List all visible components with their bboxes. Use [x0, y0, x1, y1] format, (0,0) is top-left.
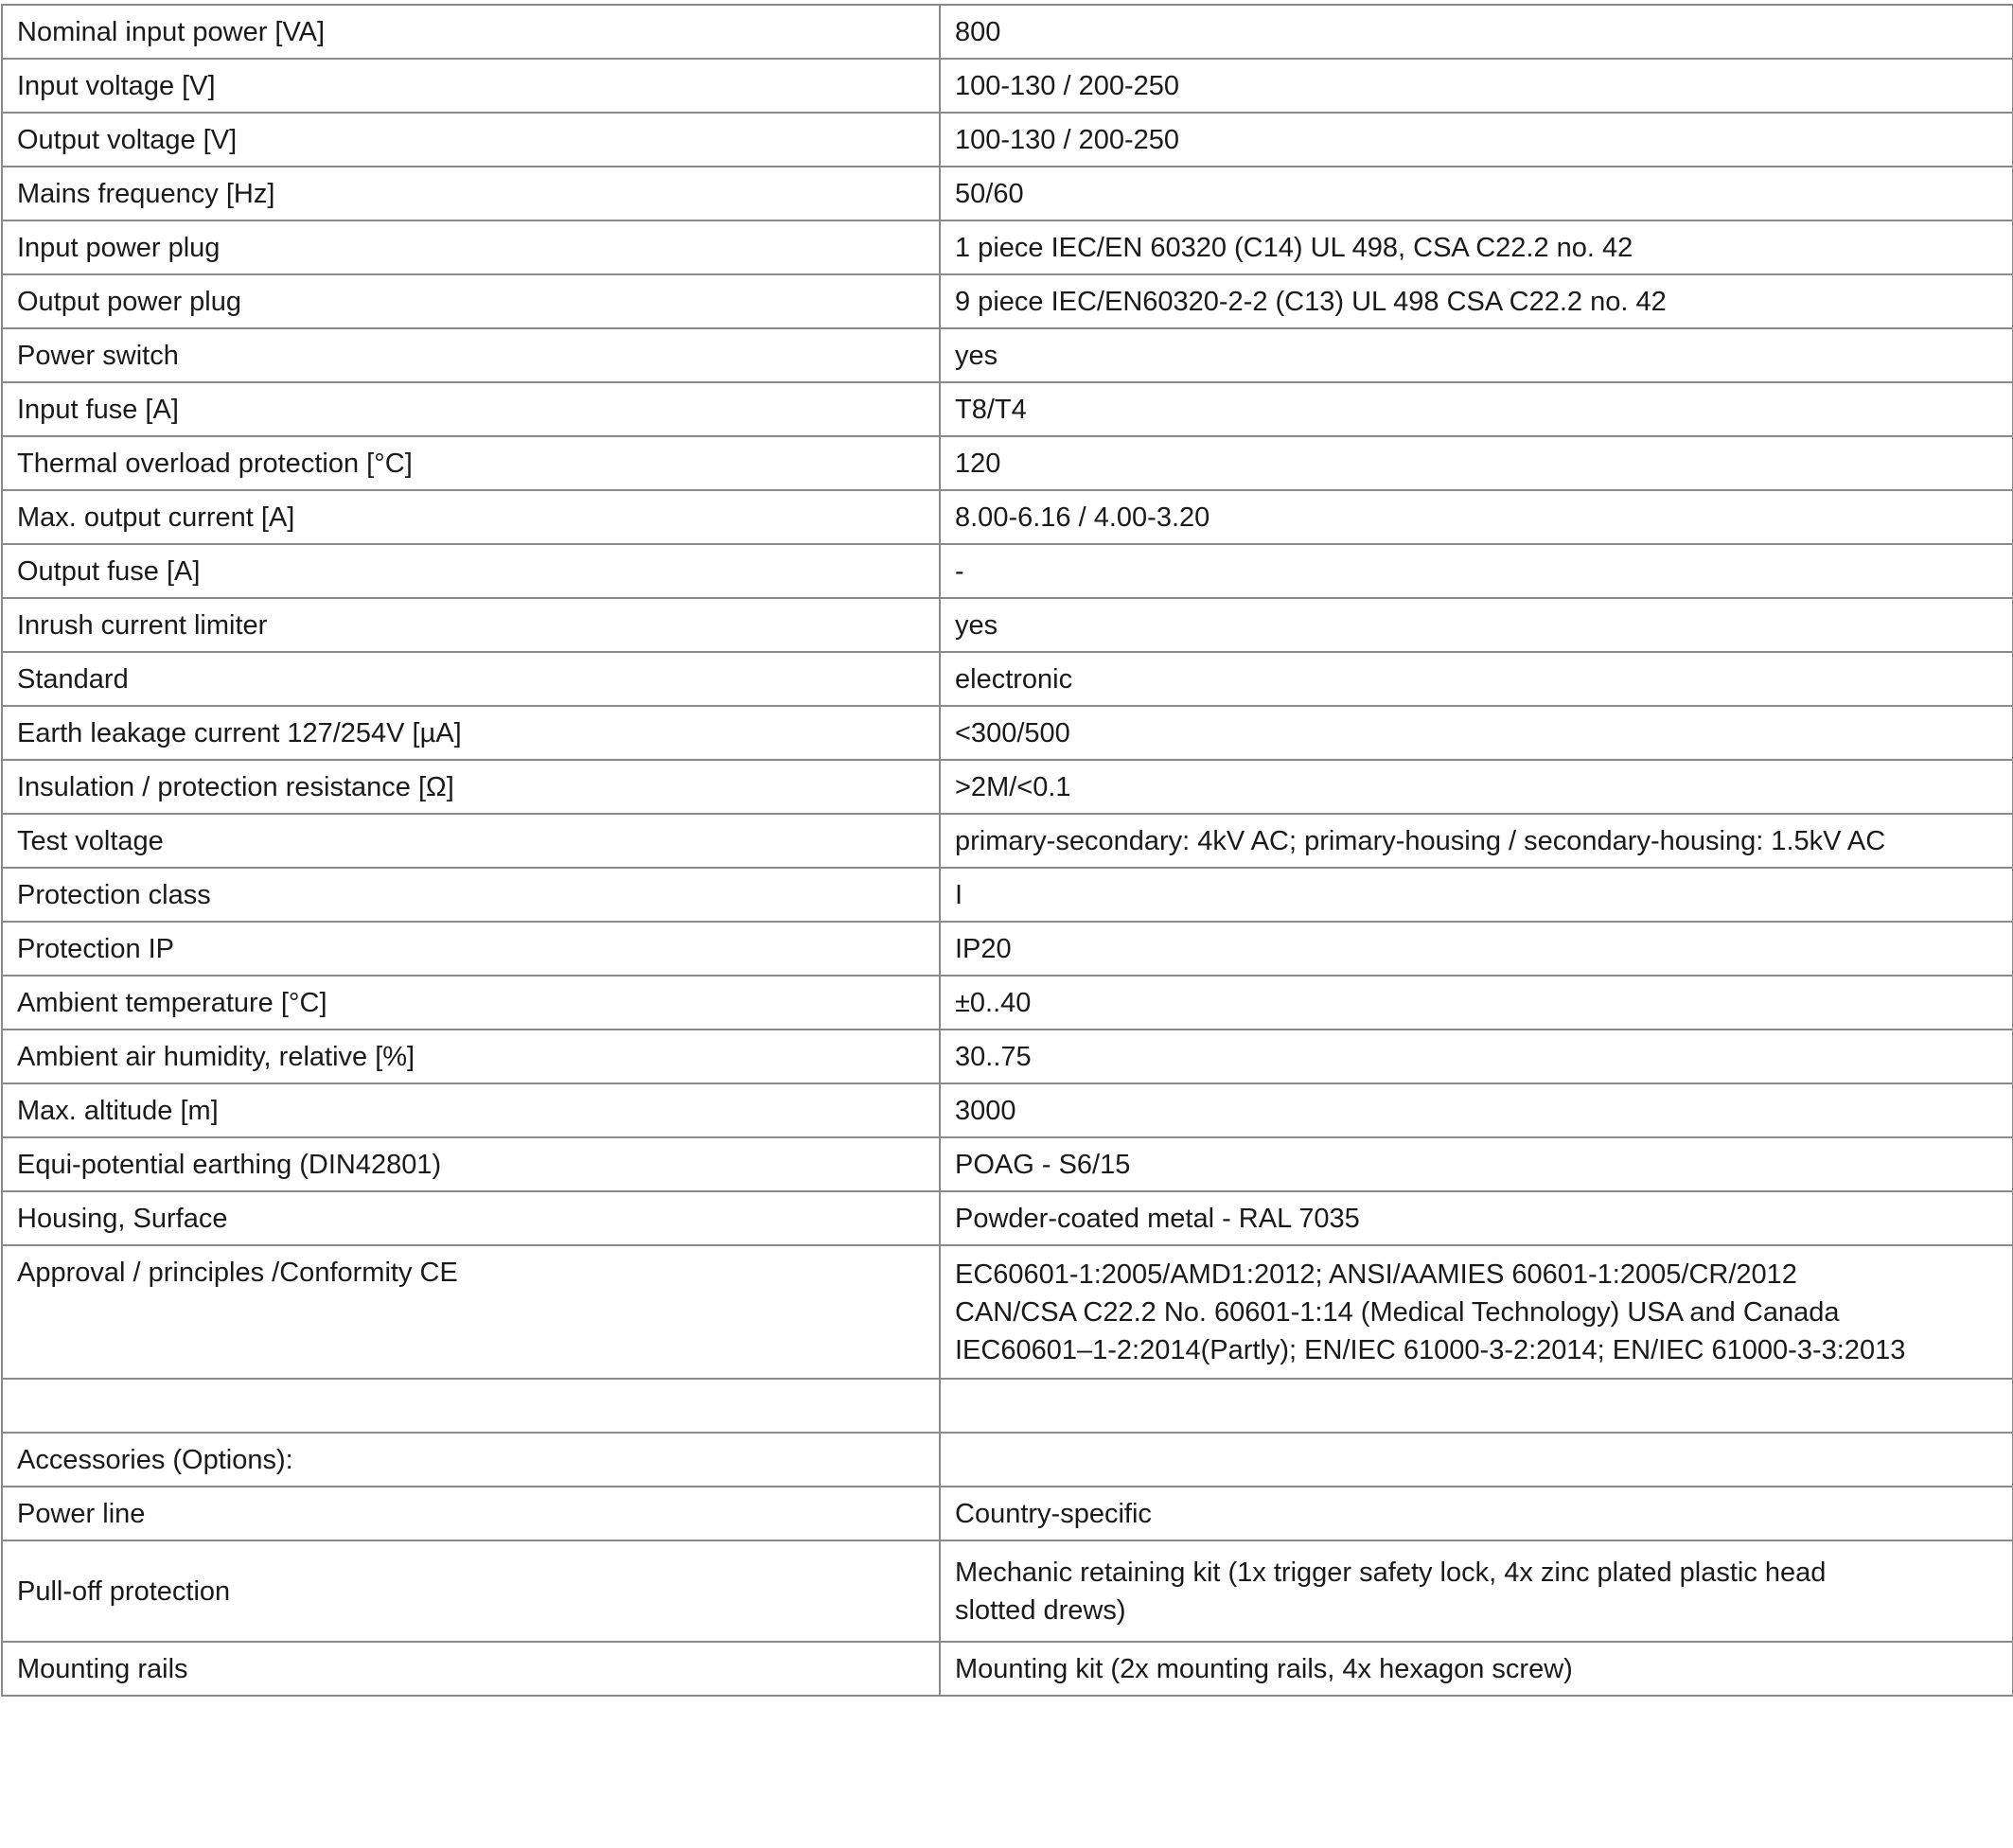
spec-value: electronic — [940, 652, 2013, 706]
specification-table-body — [2, 5, 2013, 1245]
spec-label: Ambient temperature [°C] — [2, 976, 940, 1030]
spec-label: Insulation / protection resistance [Ω] — [2, 760, 940, 814]
mounting-rails-label: Mounting rails — [2, 1642, 940, 1696]
spec-value: I — [940, 868, 2013, 922]
specification-table-tail — [2, 1245, 2013, 1696]
spec-value: <300/500 — [940, 706, 2013, 760]
spec-label: Housing, Surface — [2, 1191, 940, 1245]
accessories-header-value-cell — [940, 1433, 2013, 1487]
spec-value: IP20 — [940, 922, 2013, 976]
table-row — [2, 868, 2013, 922]
approval-value — [940, 1245, 2013, 1379]
spec-label: Thermal overload protection [°C] — [2, 436, 940, 490]
table-row — [2, 544, 2013, 598]
spec-label: Max. output current [A] — [2, 490, 940, 544]
spec-label: Mains frequency [Hz] — [2, 167, 940, 220]
spec-label: Output voltage [V] — [2, 113, 940, 167]
accessories-header: Accessories (Options): — [2, 1433, 940, 1487]
spec-value: 1 piece IEC/EN 60320 (C14) UL 498, CSA C22.2 no. 42 — [940, 220, 2013, 274]
table-row — [2, 1191, 2013, 1245]
spec-value: 800 — [940, 5, 2013, 59]
spec-label: Test voltage — [2, 814, 940, 868]
spec-value: yes — [940, 328, 2013, 382]
mounting-rails-value: Mounting kit (2x mounting rails, 4x hexagon screw) — [940, 1642, 2013, 1696]
power-line-value: Country-specific — [940, 1487, 2013, 1540]
spec-label: Standard — [2, 652, 940, 706]
spec-label: Max. altitude [m] — [2, 1083, 940, 1137]
spec-value: >2M/<0.1 — [940, 760, 2013, 814]
table-row — [2, 490, 2013, 544]
table-row — [2, 1083, 2013, 1137]
spec-label: Protection class — [2, 868, 940, 922]
approval-line: EC60601-1:2005/AMD1:2012; ANSI/AAMIES 60601-1:2005/CR/2012 — [955, 1258, 1797, 1290]
spec-label: Input power plug — [2, 220, 940, 274]
spec-value: 100-130 / 200-250 — [940, 59, 2013, 113]
empty-label-cell — [2, 1379, 940, 1433]
spec-label: Input fuse [A] — [2, 382, 940, 436]
spec-value: 50/60 — [940, 167, 2013, 220]
pull-off-protection-value — [940, 1540, 2013, 1642]
table-row — [2, 1137, 2013, 1191]
spec-value: 100-130 / 200-250 — [940, 113, 2013, 167]
spec-label: Equi-potential earthing (DIN42801) — [2, 1137, 940, 1191]
table-row — [2, 59, 2013, 113]
empty-value-cell — [940, 1379, 2013, 1433]
table-row-power-line — [2, 1487, 2013, 1540]
table-row — [2, 382, 2013, 436]
power-line-label: Power line — [2, 1487, 940, 1540]
specification-table — [1, 4, 2013, 1697]
table-row — [2, 760, 2013, 814]
table-row — [2, 436, 2013, 490]
spec-value: primary-secondary: 4kV AC; primary-housing / secondary-housing: 1.5kV AC — [940, 814, 2013, 868]
pull-off-protection-line: slotted drews) — [955, 1594, 1126, 1626]
spec-label: Protection IP — [2, 922, 940, 976]
approval-line: IEC60601–1-2:2014(Partly); EN/IEC 61000-3-2:2014; EN/IEC 61000-3-3:2013 — [955, 1334, 1906, 1365]
table-row — [2, 976, 2013, 1030]
table-row-approval — [2, 1245, 2013, 1379]
table-row — [2, 598, 2013, 652]
spec-value: Powder-coated metal - RAL 7035 — [940, 1191, 2013, 1245]
table-row — [2, 706, 2013, 760]
table-row — [2, 814, 2013, 868]
spec-label: Inrush current limiter — [2, 598, 940, 652]
spec-value: yes — [940, 598, 2013, 652]
spec-label: Earth leakage current 127/254V [µA] — [2, 706, 940, 760]
spec-value: - — [940, 544, 2013, 598]
table-row — [2, 652, 2013, 706]
table-row — [2, 167, 2013, 220]
spec-label: Ambient air humidity, relative [%] — [2, 1030, 940, 1083]
table-row — [2, 1030, 2013, 1083]
table-row — [2, 220, 2013, 274]
approval-line: CAN/CSA C22.2 No. 60601-1:14 (Medical Technology) USA and Canada — [955, 1296, 1840, 1328]
table-row-mounting-rails — [2, 1642, 2013, 1696]
table-row — [2, 5, 2013, 59]
table-row — [2, 922, 2013, 976]
table-row-accessories-header — [2, 1433, 2013, 1487]
spec-label: Input voltage [V] — [2, 59, 940, 113]
spec-label: Power switch — [2, 328, 940, 382]
spec-value: 30..75 — [940, 1030, 2013, 1083]
pull-off-protection-label: Pull-off protection — [2, 1540, 940, 1642]
approval-label: Approval / principles /Conformity CE — [2, 1245, 940, 1379]
table-row — [2, 113, 2013, 167]
table-row-pull-off-protection — [2, 1540, 2013, 1642]
spec-value: ±0..40 — [940, 976, 2013, 1030]
spec-value: POAG - S6/15 — [940, 1137, 2013, 1191]
spec-label: Nominal input power [VA] — [2, 5, 940, 59]
spec-value: T8/T4 — [940, 382, 2013, 436]
table-row-empty — [2, 1379, 2013, 1433]
table-row — [2, 328, 2013, 382]
table-row — [2, 274, 2013, 328]
spec-value: 3000 — [940, 1083, 2013, 1137]
pull-off-protection-line: Mechanic retaining kit (1x trigger safety lock, 4x zinc plated plastic head — [955, 1557, 1827, 1588]
spec-value: 8.00-6.16 / 4.00-3.20 — [940, 490, 2013, 544]
spec-label: Output fuse [A] — [2, 544, 940, 598]
spec-value: 9 piece IEC/EN60320-2-2 (C13) UL 498 CSA C22.2 no. 42 — [940, 274, 2013, 328]
spec-value: 120 — [940, 436, 2013, 490]
spec-label: Output power plug — [2, 274, 940, 328]
